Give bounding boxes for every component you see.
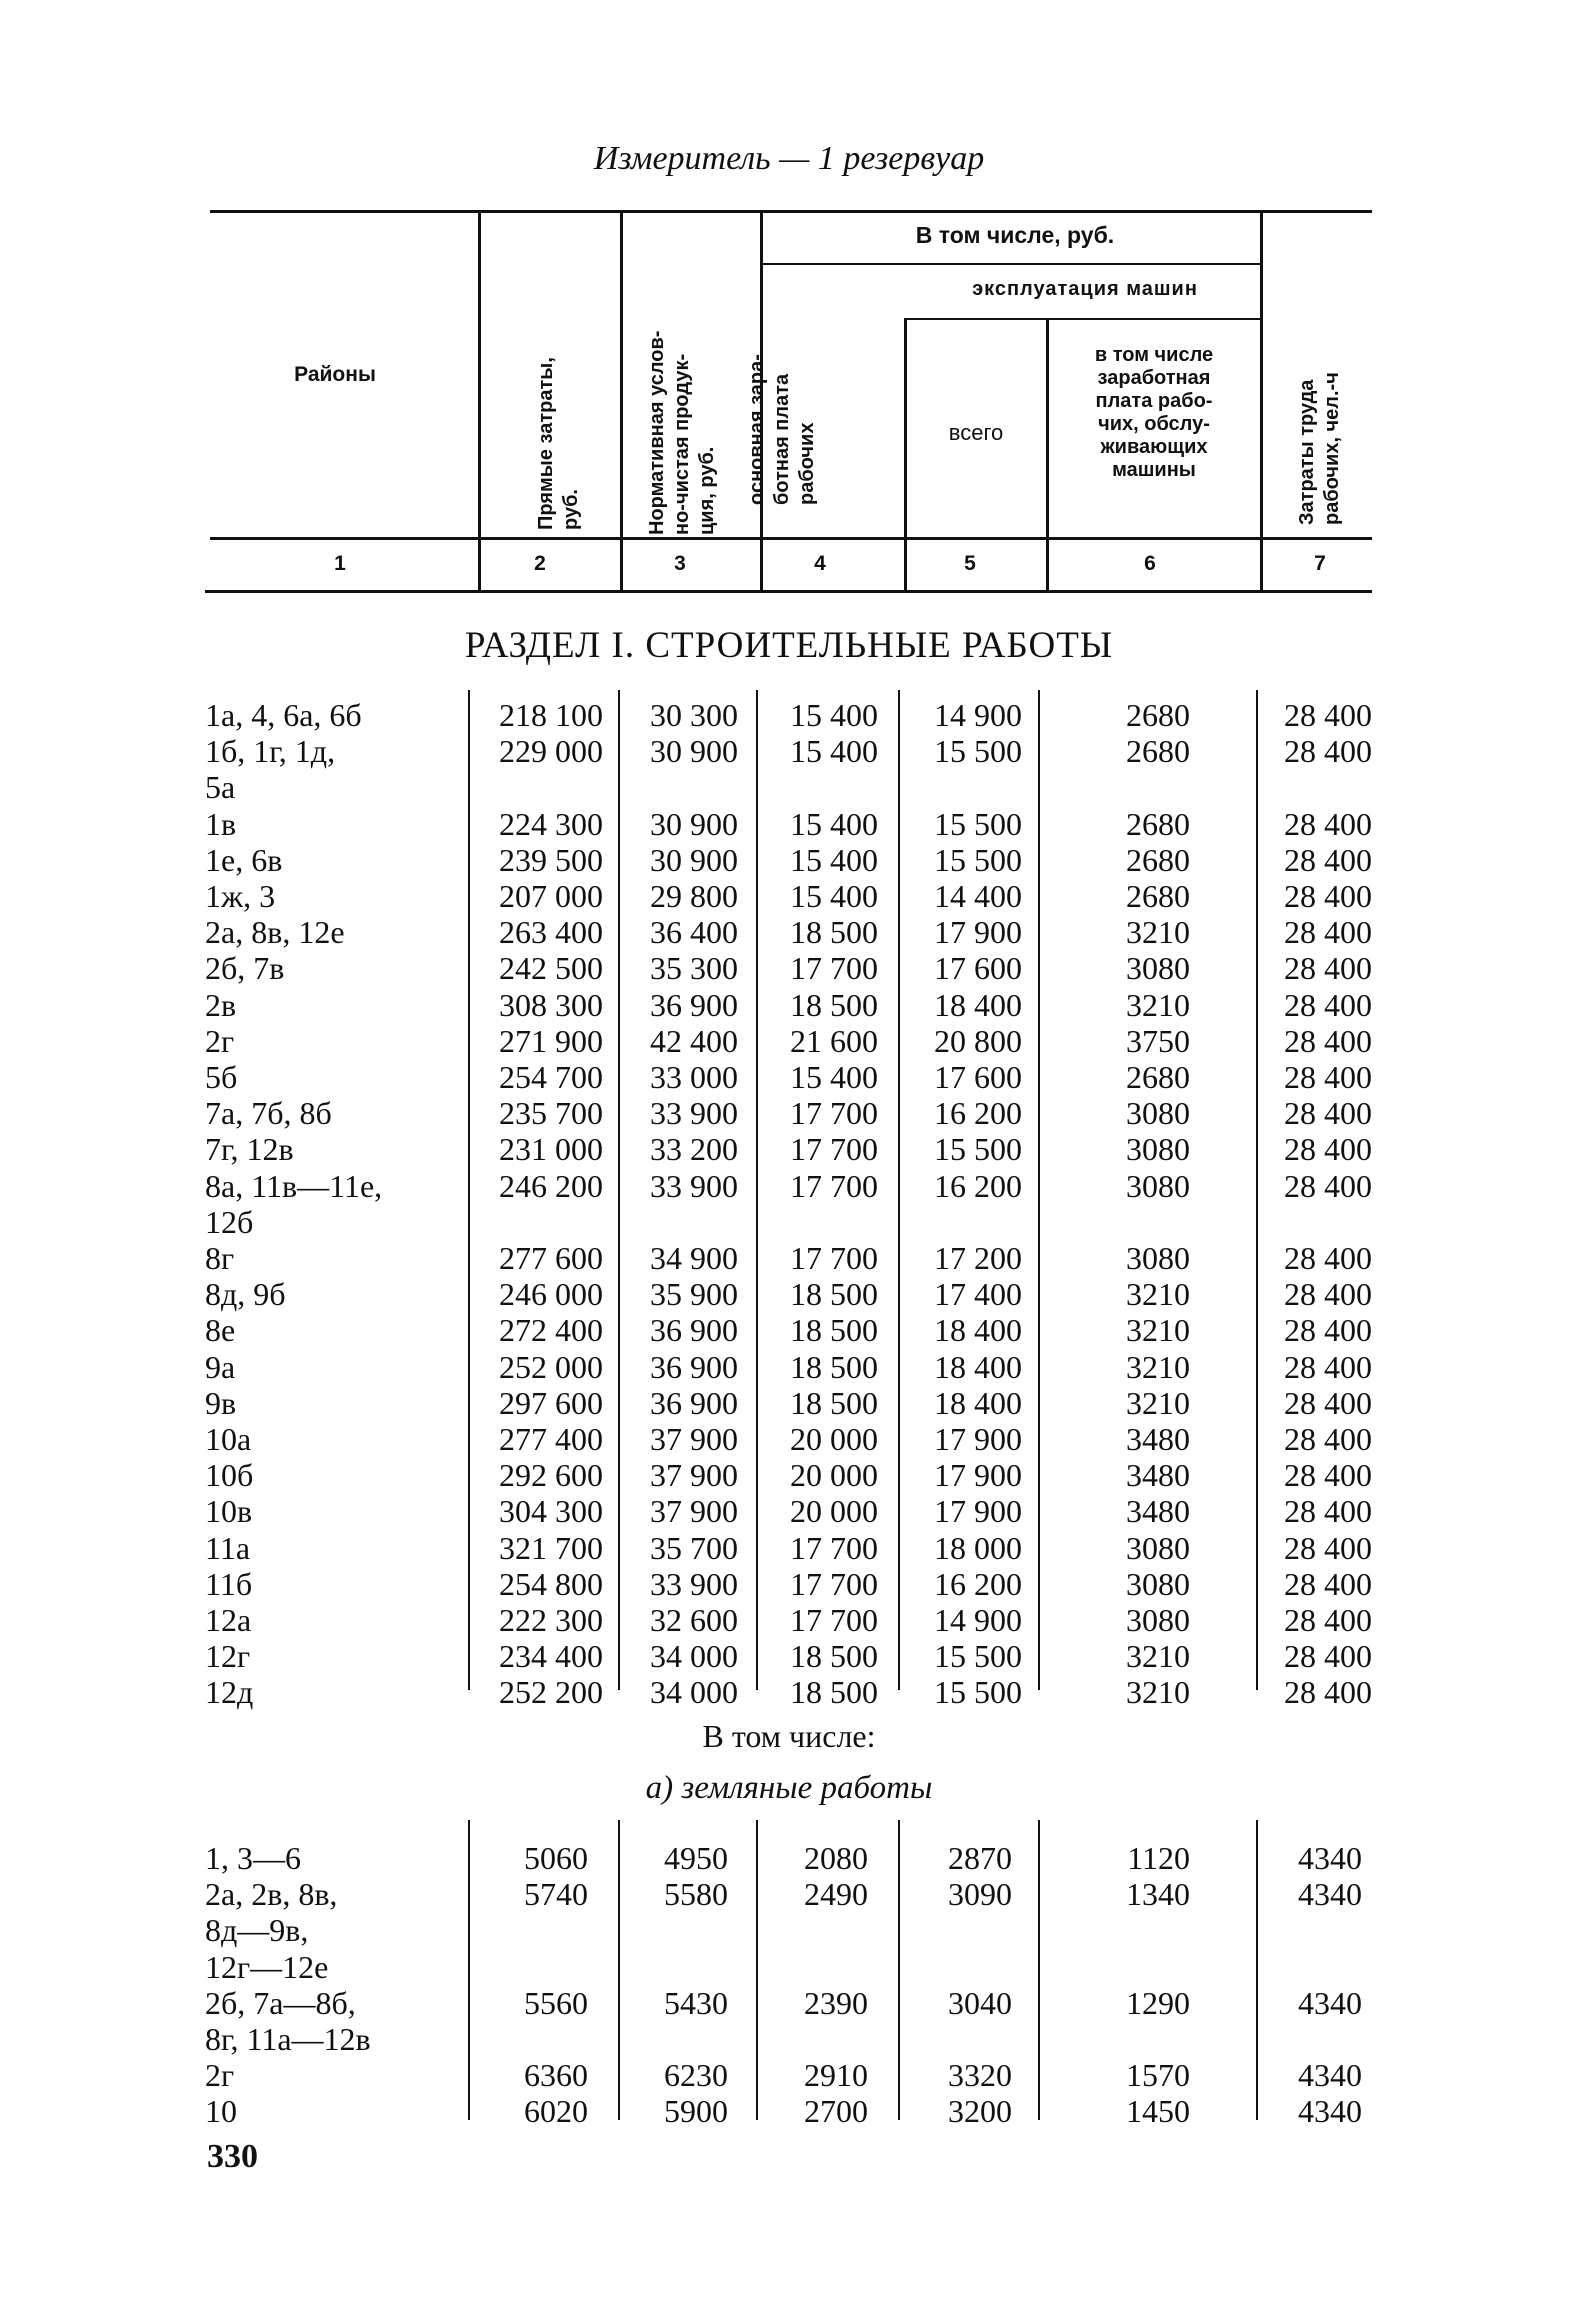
value-cell: 17 600 [934,950,1022,987]
value-cell: 17 700 [790,1095,878,1132]
value-cell: 37 900 [650,1493,738,1530]
header-divider-2 [620,212,623,592]
value-cell: 235 700 [499,1095,603,1132]
header-machine-operation: эксплуатация машин [972,278,1198,300]
value-cell: 33 900 [650,1565,738,1602]
value-cell: 17 900 [934,1457,1022,1494]
value-cell: 4340 [1298,2093,1362,2130]
value-cell: 20 000 [790,1421,878,1457]
region-cell: 2б, 7а—8б, [205,1984,356,2021]
value-cell: 3480 [1126,1457,1190,1494]
region-cell: 8д, 9б [205,1276,286,1313]
value-cell: 18 500 [790,1276,878,1313]
region-cell: 7а, 7б, 8б [205,1095,332,1132]
table-row [0,1638,1578,1674]
value-cell: 263 400 [499,914,603,951]
table-row [0,1312,1578,1348]
value-cell: 2680 [1126,841,1190,878]
region-cell: 1в [205,805,237,842]
value-cell: 271 900 [499,1022,603,1059]
value-cell: 15 500 [934,733,1022,770]
value-cell: 28 400 [1284,1348,1372,1385]
earthworks-title: а) земляные работы [645,1770,933,1806]
value-cell: 18 500 [790,1638,878,1675]
region-cell: 9а [205,1348,236,1385]
value-cell: 277 600 [499,1240,603,1276]
value-cell: 252 000 [499,1348,603,1385]
value-cell: 17 200 [934,1240,1022,1276]
value-cell: 28 400 [1284,1457,1372,1494]
table-row [0,842,1578,878]
value-cell: 3210 [1126,1348,1190,1385]
column-number-4: 4 [814,552,826,575]
value-cell: 3320 [948,2057,1012,2094]
value-cell: 3080 [1126,1529,1190,1566]
column-number-3: 3 [674,552,686,575]
table-row [0,1493,1578,1529]
value-cell: 3210 [1126,1312,1190,1349]
value-cell: 28 400 [1284,1493,1372,1530]
value-cell: 239 500 [499,841,603,878]
value-cell: 3080 [1126,1131,1190,1168]
including-label: В том числе: [702,1718,876,1754]
value-cell: 28 400 [1284,1674,1372,1711]
region-cell: 1б, 1г, 1д, [205,733,336,770]
value-cell: 246 000 [499,1276,603,1313]
region-cell: 2б, 7в [205,950,285,987]
value-cell: 30 900 [650,805,738,842]
incl-rub-rule [760,263,1260,265]
value-cell: 3080 [1126,1095,1190,1132]
value-cell: 36 900 [650,986,738,1023]
value-cell: 18 500 [790,986,878,1023]
table-row [0,1985,1578,2057]
region-cell: 12г—12е [205,1948,329,1985]
value-cell: 35 300 [650,950,738,987]
region-cell: 10а [205,1421,252,1457]
region-cell: 1а, 4, 6а, 6б [205,697,362,733]
region-cell: 5а [205,769,236,806]
region-cell: 12б [205,1203,254,1240]
region-cell: 2в [205,986,237,1023]
value-cell: 2390 [804,1984,868,2021]
value-cell: 4340 [1298,2057,1362,2094]
value-cell: 3080 [1126,1167,1190,1204]
value-cell: 18 400 [934,1348,1022,1385]
table-row [0,733,1578,805]
value-cell: 5580 [664,1876,728,1913]
header-labor-costs: Затраты труда рабочих, чел.-ч [1296,372,1343,525]
value-cell: 28 400 [1284,1565,1372,1602]
region-cell: 8е [205,1312,236,1349]
page-number: 330 [207,2138,258,2175]
value-cell: 16 200 [934,1565,1022,1602]
region-cell: 12д [205,1674,254,1711]
value-cell: 15 500 [934,841,1022,878]
value-cell: 28 400 [1284,1059,1372,1095]
column-number-7: 7 [1314,552,1326,575]
value-cell: 4950 [664,1840,728,1876]
region-cell: 12г [205,1638,251,1675]
value-cell: 17 700 [790,1240,878,1276]
header-direct-costs: Прямые затраты, руб. [535,357,582,530]
value-cell: 2680 [1126,1059,1190,1095]
region-cell: 5б [205,1059,238,1095]
table-row [0,1023,1578,1059]
value-cell: 3090 [948,1876,1012,1913]
value-cell: 20 800 [934,1022,1022,1059]
value-cell: 5900 [664,2093,728,2130]
value-cell: 308 300 [499,986,603,1023]
value-cell: 18 500 [790,1312,878,1349]
value-cell: 16 200 [934,1167,1022,1204]
region-cell: 2а, 8в, 12е [205,914,345,951]
header-regions: Районы [294,363,376,386]
table-row [0,1240,1578,1276]
region-cell: 11б [205,1565,253,1602]
value-cell: 28 400 [1284,1167,1372,1204]
value-cell: 28 400 [1284,1022,1372,1059]
value-cell: 272 400 [499,1312,603,1349]
region-cell: 10 [205,2093,237,2130]
value-cell: 15 500 [934,805,1022,842]
value-cell: 28 400 [1284,1529,1372,1566]
value-cell: 3080 [1126,950,1190,987]
value-cell: 28 400 [1284,841,1372,878]
table-row [0,1168,1578,1240]
table-row [0,697,1578,733]
region-cell: 8д—9в, [205,1912,309,1949]
region-cell: 2г [205,1022,235,1059]
table-row [0,1095,1578,1131]
value-cell: 3210 [1126,1638,1190,1675]
value-cell: 28 400 [1284,1602,1372,1638]
value-cell: 33 200 [650,1131,738,1168]
value-cell: 1450 [1126,2093,1190,2130]
header-base-wage: основная зара- ботная плата рабочих [746,354,818,505]
table-row [0,1674,1578,1710]
value-cell: 2910 [804,2057,868,2094]
value-cell: 28 400 [1284,1095,1372,1132]
value-cell: 16 200 [934,1095,1022,1132]
value-cell: 6020 [524,2093,588,2130]
table-row [0,1421,1578,1457]
numbers-bottom-rule [205,590,1372,593]
value-cell: 297 600 [499,1384,603,1421]
header-divider-6 [1260,212,1263,592]
value-cell: 28 400 [1284,805,1372,842]
value-cell: 20 000 [790,1493,878,1530]
value-cell: 2680 [1126,697,1190,733]
region-cell: 1ж, 3 [205,878,276,914]
value-cell: 1120 [1127,1840,1190,1876]
value-cell: 3210 [1126,1674,1190,1711]
value-cell: 17 900 [934,914,1022,951]
value-cell: 28 400 [1284,1384,1372,1421]
column-number-5: 5 [964,552,976,575]
value-cell: 18 500 [790,1348,878,1385]
value-cell: 254 700 [499,1059,603,1095]
value-cell: 321 700 [499,1529,603,1566]
value-cell: 2680 [1126,878,1190,914]
value-cell: 3080 [1126,1240,1190,1276]
value-cell: 4340 [1298,1984,1362,2021]
value-cell: 6230 [664,2057,728,2094]
header-divider-1 [478,212,481,592]
value-cell: 28 400 [1284,914,1372,951]
region-cell: 11а [205,1529,251,1566]
region-cell: 1, 3—6 [205,1840,301,1876]
value-cell: 2870 [948,1840,1012,1876]
value-cell: 5740 [524,1876,588,1913]
value-cell: 35 700 [650,1529,738,1566]
value-cell: 292 600 [499,1457,603,1494]
table-row [0,950,1578,986]
value-cell: 28 400 [1284,1240,1372,1276]
table-row [0,2057,1578,2093]
value-cell: 3480 [1126,1493,1190,1530]
meter-title: Измеритель — 1 резервуар [593,140,985,177]
region-cell: 2г [205,2057,235,2094]
value-cell: 222 300 [499,1602,603,1638]
value-cell: 37 900 [650,1457,738,1494]
value-cell: 17 700 [790,1131,878,1168]
value-cell: 17 400 [934,1276,1022,1313]
value-cell: 15 400 [790,841,878,878]
column-number-6: 6 [1144,552,1156,575]
table-row [0,1566,1578,1602]
value-cell: 277 400 [499,1421,603,1457]
value-cell: 224 300 [499,805,603,842]
table-row [0,914,1578,950]
value-cell: 3480 [1126,1421,1190,1457]
value-cell: 18 000 [934,1529,1022,1566]
region-cell: 12а [205,1602,252,1638]
region-cell: 2а, 2в, 8в, [205,1876,338,1913]
value-cell: 33 900 [650,1167,738,1204]
value-cell: 30 900 [650,733,738,770]
region-cell: 1е, 6в [205,841,283,878]
value-cell: 30 300 [650,697,738,733]
value-cell: 242 500 [499,950,603,987]
value-cell: 28 400 [1284,986,1372,1023]
header-bottom-rule [210,537,1372,540]
column-number-1: 1 [334,552,346,575]
value-cell: 28 400 [1284,733,1372,770]
value-cell: 36 900 [650,1312,738,1349]
value-cell: 3080 [1126,1602,1190,1638]
value-cell: 2490 [804,1876,868,1913]
value-cell: 29 800 [650,878,738,914]
table-row [0,1385,1578,1421]
value-cell: 37 900 [650,1421,738,1457]
header-normative-output: Нормативная услов- но-чистая продук- ция, руб. [646,330,718,535]
value-cell: 5060 [524,1840,588,1876]
value-cell: 17 900 [934,1493,1022,1530]
section-title: РАЗДЕЛ I. СТРОИТЕЛЬНЫЕ РАБОТЫ [464,625,1114,666]
value-cell: 3210 [1126,1384,1190,1421]
value-cell: 1570 [1126,2057,1190,2094]
value-cell: 15 500 [934,1674,1022,1711]
value-cell: 28 400 [1284,1131,1372,1168]
value-cell: 15 500 [934,1131,1022,1168]
value-cell: 15 400 [790,1059,878,1095]
header-incl-wage-machines: в том числе заработная плата рабо- чих, обслу- живающих машины [1094,344,1214,481]
value-cell: 1340 [1126,1876,1190,1913]
value-cell: 17 700 [790,1529,878,1566]
column-number-2: 2 [534,552,546,575]
table-row [0,1876,1578,1985]
header-divider-4 [904,320,907,592]
table-row [0,1602,1578,1638]
value-cell: 21 600 [790,1022,878,1059]
header-top-rule [210,210,1372,213]
table-row [0,1530,1578,1566]
value-cell: 34 000 [650,1674,738,1711]
value-cell: 17 700 [790,1602,878,1638]
value-cell: 35 900 [650,1276,738,1313]
table-row [0,878,1578,914]
machines-rule [904,318,1260,320]
value-cell: 218 100 [499,697,603,733]
value-cell: 15 400 [790,878,878,914]
value-cell: 2080 [804,1840,868,1876]
value-cell: 5430 [664,1984,728,2021]
value-cell: 2680 [1126,733,1190,770]
value-cell: 3210 [1126,986,1190,1023]
value-cell: 254 800 [499,1565,603,1602]
value-cell: 3750 [1126,1022,1190,1059]
value-cell: 1290 [1126,1984,1190,2021]
value-cell: 17 700 [790,950,878,987]
value-cell: 28 400 [1284,1312,1372,1349]
value-cell: 15 400 [790,805,878,842]
value-cell: 33 000 [650,1059,738,1095]
value-cell: 3210 [1126,914,1190,951]
value-cell: 252 200 [499,1674,603,1711]
value-cell: 17 700 [790,1167,878,1204]
value-cell: 17 600 [934,1059,1022,1095]
region-cell: 10б [205,1457,254,1494]
value-cell: 36 900 [650,1348,738,1385]
value-cell: 15 500 [934,1638,1022,1675]
region-cell: 7г, 12в [205,1131,294,1168]
value-cell: 3200 [948,2093,1012,2130]
value-cell: 6360 [524,2057,588,2094]
value-cell: 15 400 [790,697,878,733]
value-cell: 42 400 [650,1022,738,1059]
value-cell: 28 400 [1284,950,1372,987]
value-cell: 18 500 [790,1674,878,1711]
value-cell: 18 400 [934,1312,1022,1349]
value-cell: 28 400 [1284,1638,1372,1675]
table-row [0,1349,1578,1385]
value-cell: 2680 [1126,805,1190,842]
value-cell: 33 900 [650,1095,738,1132]
value-cell: 28 400 [1284,697,1372,733]
value-cell: 18 500 [790,914,878,951]
value-cell: 36 900 [650,1384,738,1421]
value-cell: 18 400 [934,1384,1022,1421]
header-total: всего [948,420,1004,445]
value-cell: 32 600 [650,1602,738,1638]
region-cell: 8г, 11а—12в [205,2020,371,2057]
value-cell: 14 400 [934,878,1022,914]
value-cell: 246 200 [499,1167,603,1204]
table-row [0,2093,1578,2129]
value-cell: 3040 [948,1984,1012,2021]
value-cell: 3080 [1126,1565,1190,1602]
value-cell: 4340 [1298,1840,1362,1876]
value-cell: 207 000 [499,878,603,914]
table-row [0,987,1578,1023]
value-cell: 3210 [1126,1276,1190,1313]
value-cell: 304 300 [499,1493,603,1530]
value-cell: 30 900 [650,841,738,878]
value-cell: 20 000 [790,1457,878,1494]
value-cell: 231 000 [499,1131,603,1168]
value-cell: 234 400 [499,1638,603,1675]
value-cell: 18 500 [790,1384,878,1421]
value-cell: 28 400 [1284,1421,1372,1457]
region-cell: 8а, 11в—11е, [205,1167,383,1204]
value-cell: 36 400 [650,914,738,951]
value-cell: 14 900 [934,697,1022,733]
table-row [0,1840,1578,1876]
region-cell: 9в [205,1384,237,1421]
value-cell: 17 900 [934,1421,1022,1457]
table-row [0,1131,1578,1167]
table-row [0,1059,1578,1095]
value-cell: 15 400 [790,733,878,770]
value-cell: 229 000 [499,733,603,770]
table-row [0,1276,1578,1312]
value-cell: 28 400 [1284,1276,1372,1313]
value-cell: 5560 [524,1984,588,2021]
value-cell: 18 400 [934,986,1022,1023]
header-incl-rub: В том числе, руб. [915,222,1115,248]
value-cell: 2700 [804,2093,868,2130]
table-row [0,1457,1578,1493]
value-cell: 17 700 [790,1565,878,1602]
value-cell: 34 000 [650,1638,738,1675]
value-cell: 14 900 [934,1602,1022,1638]
table-row [0,806,1578,842]
value-cell: 28 400 [1284,878,1372,914]
region-cell: 10в [205,1493,253,1530]
value-cell: 4340 [1298,1876,1362,1913]
region-cell: 8г [205,1240,235,1276]
value-cell: 34 900 [650,1240,738,1276]
